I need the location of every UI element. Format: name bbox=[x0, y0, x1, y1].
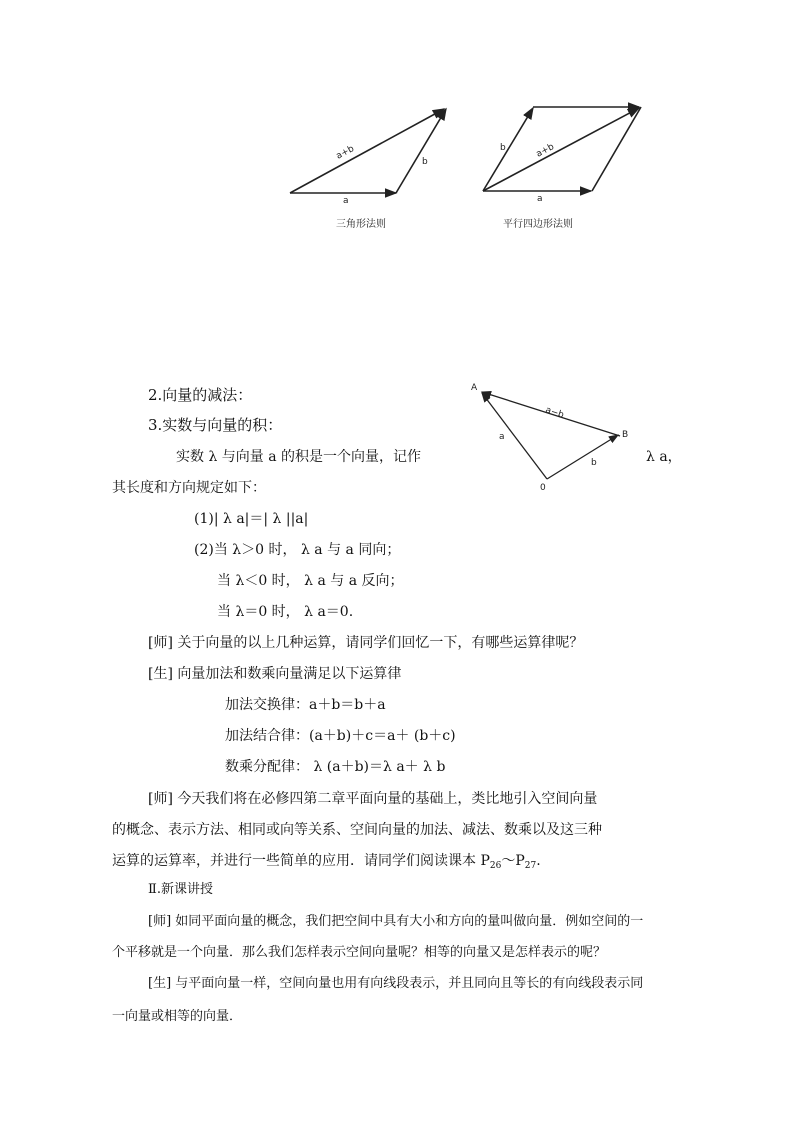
label-b: b bbox=[591, 458, 597, 468]
student-answer: [生] 向量加法和数乘向量满足以下运算律 bbox=[148, 666, 402, 682]
label-b: b bbox=[422, 157, 428, 167]
paragraph-intro-line-1: [师] 今天我们将在必修四第二章平面向量的基础上，类比地引入空间向量 bbox=[148, 791, 598, 807]
point-a-label: A bbox=[471, 383, 478, 393]
subtraction-heading: 2.向量的减法： bbox=[148, 386, 253, 404]
subtraction-figure bbox=[465, 375, 635, 493]
rule-length: (1)| λ a|＝| λ ||a| bbox=[194, 511, 309, 527]
page-from: 26 bbox=[489, 861, 502, 871]
vector-oa-arrow bbox=[482, 393, 547, 479]
page-to: 27 bbox=[524, 861, 537, 871]
paragraph-answer-line-1: [生] 与平面向量一样，空间向量也用有向线段表示，并且同向且等长的有向线段表示同 bbox=[148, 976, 644, 991]
section-heading: Ⅱ.新课讲授 bbox=[148, 882, 213, 897]
parallelogram-rule-figure bbox=[475, 97, 650, 207]
paragraph-intro-line-3 bbox=[112, 851, 541, 876]
scalar-product-heading: 3.实数与向量的积： bbox=[148, 416, 283, 434]
scalar-product-desc: 实数 λ 与向量 a 的积是一个向量，记作 bbox=[176, 449, 422, 465]
label-a: a bbox=[537, 194, 543, 204]
period: . bbox=[536, 853, 541, 869]
rule-positive: (2)当 λ＞0 时， λ a 与 a 同向； bbox=[194, 542, 401, 558]
paragraph-answer-line-2: 一向量或相等的向量． bbox=[112, 1009, 243, 1024]
law-commutative: 加法交换律：a＋b＝b＋a bbox=[225, 697, 386, 713]
vector-ob-arrow bbox=[547, 435, 618, 479]
scalar-product-notation: λ a， bbox=[646, 449, 682, 465]
law-associative: 加法结合律：(a＋b)＋c＝a＋ (b＋c) bbox=[225, 728, 456, 744]
parallelogram-caption: 平行四边形法则 bbox=[503, 219, 573, 230]
reading-prefix: 运算的运算率，并进行一些简单的应用．请同学们阅读课本 P bbox=[112, 853, 490, 869]
label-sum: a+b bbox=[534, 142, 556, 160]
label-a: a bbox=[343, 196, 349, 205]
rule-negative: 当 λ＜0 时， λ a 与 a 反向； bbox=[217, 573, 404, 589]
tilde: ～P bbox=[501, 853, 525, 869]
triangle-rule-figure bbox=[280, 100, 460, 205]
paragraph-concept-line-2: 个平移就是一个向量．那么我们怎样表示空间向量呢？相等的向量又是怎样表示的呢？ bbox=[112, 945, 607, 960]
point-o-label: 0 bbox=[540, 483, 546, 493]
label-b: b bbox=[500, 143, 506, 153]
paragraph-concept-line-1: [师] 如同平面向量的概念，我们把空间中具有大小和方向的量叫做向量．例如空间的一 bbox=[148, 914, 644, 929]
point-b-label: B bbox=[622, 430, 629, 440]
rule-zero: 当 λ＝0 时， λ a＝0. bbox=[217, 604, 354, 620]
label-sum: a+b bbox=[334, 144, 356, 162]
scalar-product-desc-cont: 其长度和方向规定如下： bbox=[112, 480, 266, 496]
label-a: a bbox=[499, 432, 505, 442]
teacher-question: [师] 关于向量的以上几种运算，请同学们回忆一下，有哪些运算律呢？ bbox=[148, 635, 584, 651]
law-distributive: 数乘分配律： λ (a＋b)＝λ a＋ λ b bbox=[225, 759, 446, 775]
label-diff: a−b bbox=[544, 405, 566, 421]
paragraph-intro-line-2: 的概念、表示方法、相同或向等关系、空间向量的加法、减法、数乘以及这三种 bbox=[112, 822, 602, 838]
triangle-caption: 三角形法则 bbox=[336, 219, 386, 230]
